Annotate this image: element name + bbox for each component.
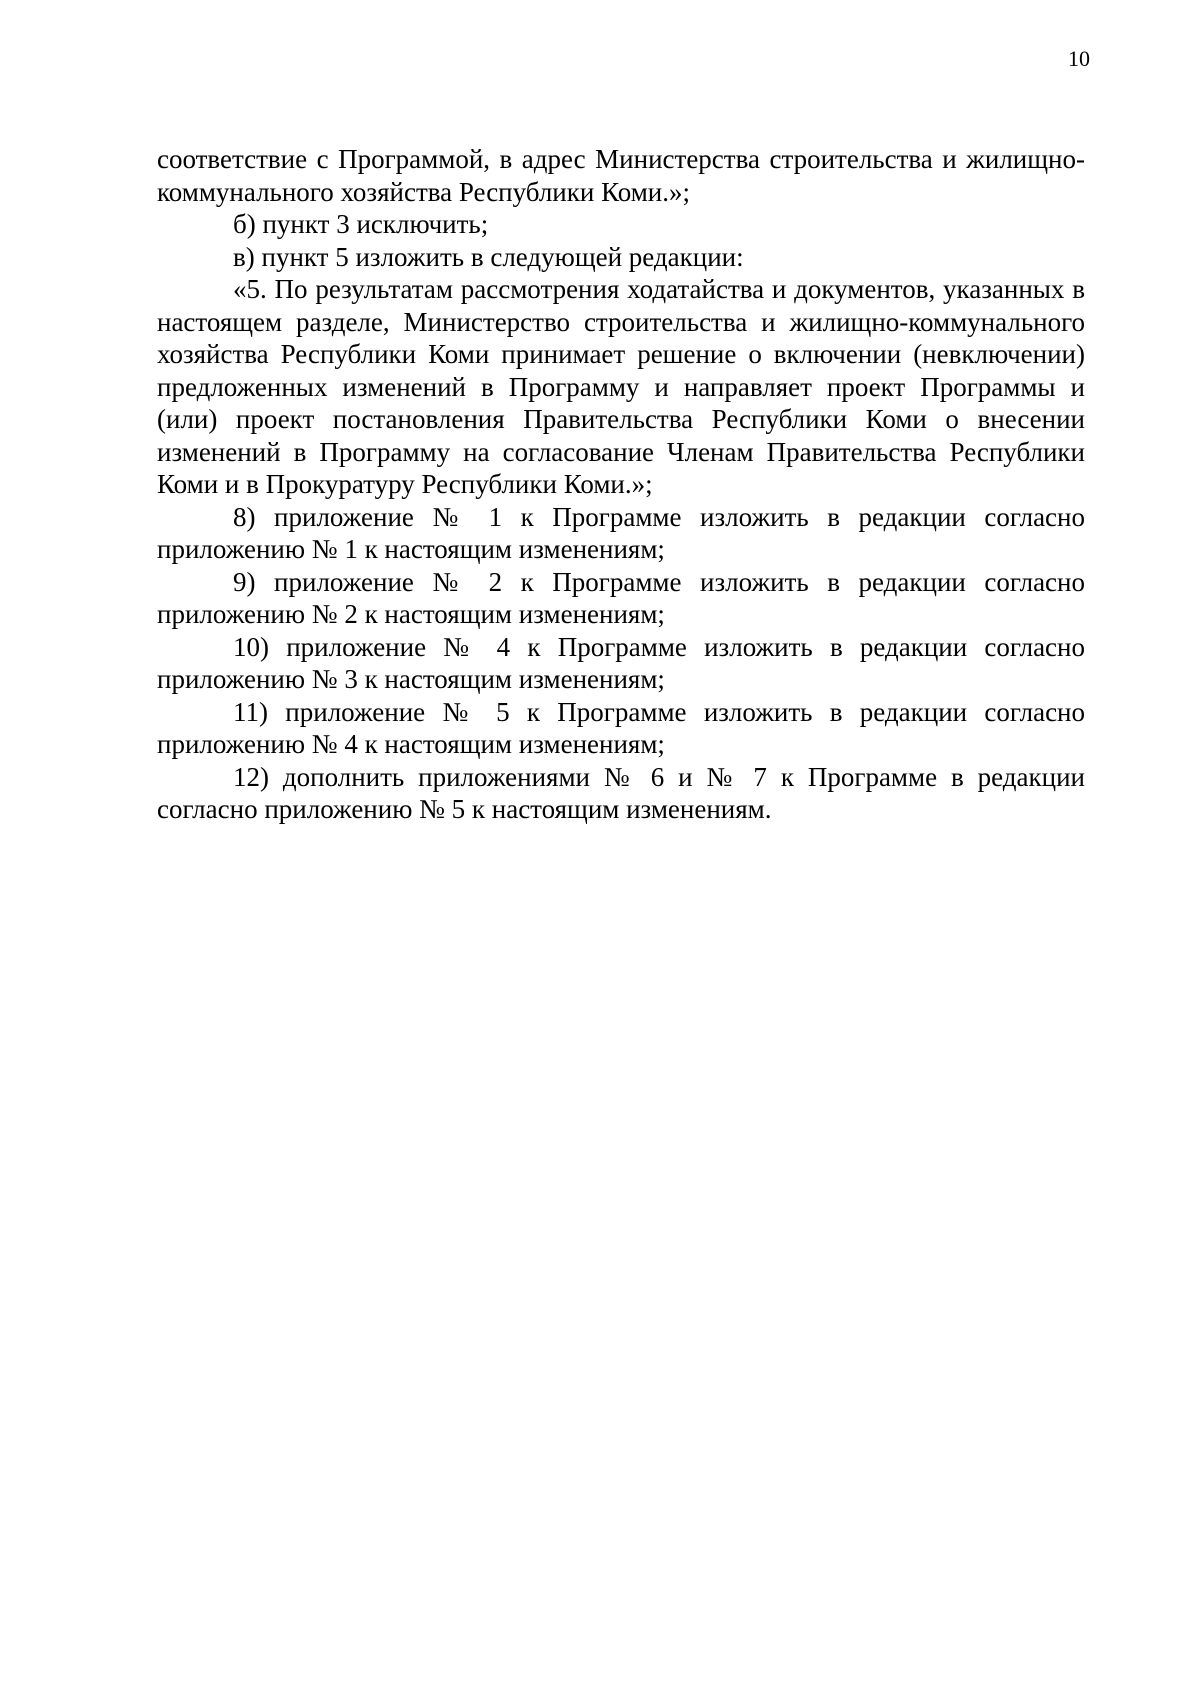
paragraph-item-8: 8) приложение № 1 к Программе изложить в редакции согласно приложению № 1 к настоящим изменениям; xyxy=(157,501,1085,564)
paragraph-item-12: 12) дополнить приложениями № 6 и № 7 к Программе в редакции согласно приложению № 5 к настоящим изменениям. xyxy=(157,761,1085,824)
paragraph-item-11: 11) приложение № 5 к Программе изложить в редакции согласно приложению № 4 к настоящим изменениям; xyxy=(157,696,1085,759)
paragraph-quoted-point-5: «5. По результатам рассмотрения ходатайства и документов, указанных в настоящем разделе, Министерство строительства и жилищно-коммунального хозяйства Республики Коми принимает решение о включении (невключении) предложенных изменений в Программу и направляет проект Программы и (или) проект постановления Правительства Республики Коми о внесении изменений в Программу на согласование Членам Правительства Республики Коми и в Прокуратуру Республики Коми.»; xyxy=(157,274,1085,499)
document-body xyxy=(157,143,1085,826)
page-number: 10 xyxy=(1068,46,1090,71)
paragraph-item-9: 9) приложение № 2 к Программе изложить в редакции согласно приложению № 2 к настоящим изменениям; xyxy=(157,566,1085,629)
paragraph-item-10: 10) приложение № 4 к Программе изложить в редакции согласно приложению № 3 к настоящим изменениям; xyxy=(157,631,1085,694)
paragraph-item-v: в) пункт 5 изложить в следующей редакции: xyxy=(233,241,744,272)
paragraph-continuation: соответствие с Программой, в адрес Министерства строительства и жилищно-коммунального хозяйства Республики Коми.»; xyxy=(157,144,1085,207)
paragraph-item-b: б) пункт 3 исключить; xyxy=(233,209,489,239)
